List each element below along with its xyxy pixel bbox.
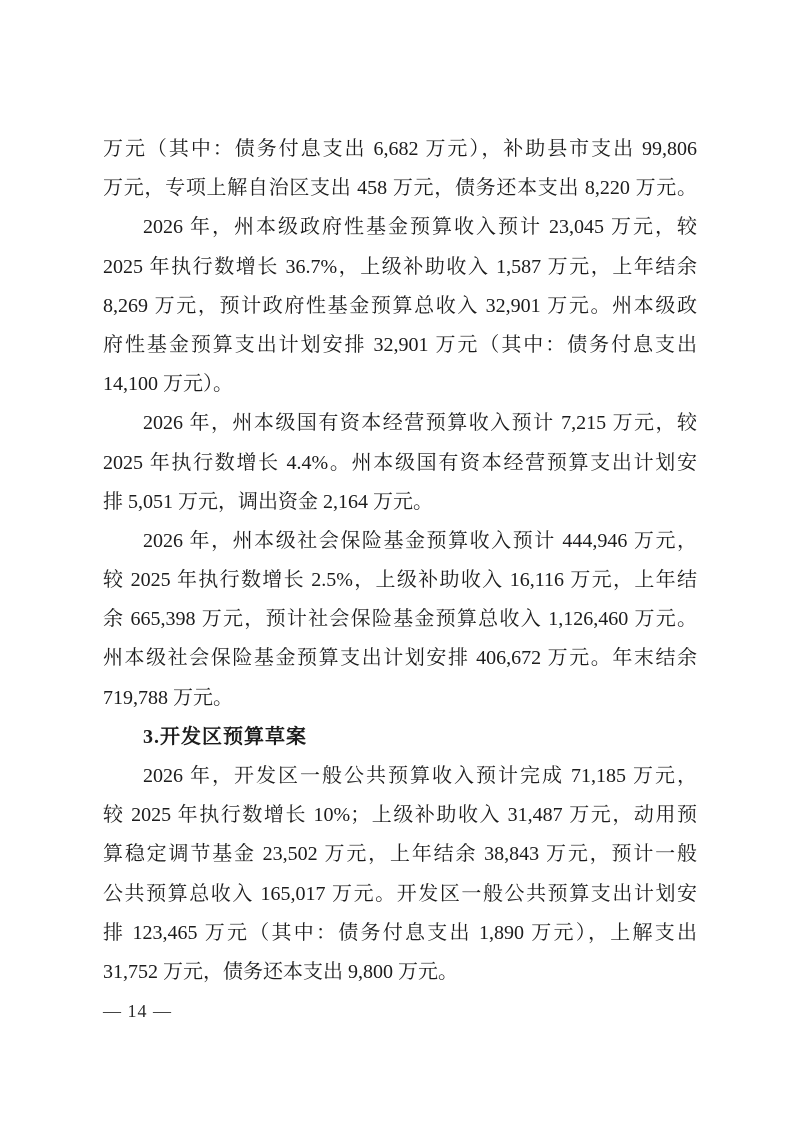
text-line: 8,269 万元，预计政府性基金预算总收入 32,901 万元。州本级政 xyxy=(103,294,697,317)
text-line: 排 123,465 万元（其中：债务付息支出 1,890 万元），上解支出 xyxy=(103,921,697,944)
text-line: 排 5,051 万元，调出资金 2,164 万元。 xyxy=(103,490,433,513)
document-body xyxy=(103,130,697,992)
text-line: 公共预算总收入 165,017 万元。开发区一般公共预算支出计划安 xyxy=(103,882,697,905)
text-line: 较 2025 年执行数增长 10%；上级补助收入 31,487 万元，动用预 xyxy=(103,804,697,827)
text-line: 2025 年执行数增长 36.7%，上级补助收入 1,587 万元，上年结余 xyxy=(103,255,697,278)
page-footer xyxy=(103,998,172,1024)
text-line: 2025 年执行数增长 4.4%。州本级国有资本经营预算支出计划安 xyxy=(103,451,697,474)
text-line: 府性基金预算支出计划安排 32,901 万元（其中：债务付息支出 xyxy=(103,333,697,356)
text-line: 较 2025 年执行数增长 2.5%，上级补助收入 16,116 万元，上年结 xyxy=(103,569,697,592)
text-line: 2026 年，开发区一般公共预算收入预计完成 71,185 万元， xyxy=(143,765,697,787)
page-number: — 14 — xyxy=(103,1001,172,1021)
text-line: 万元（其中：债务付息支出 6,682 万元），补助县市支出 99,806 xyxy=(103,138,697,160)
text-line: 万元，专项上解自治区支出 458 万元，债务还本支出 8,220 万元。 xyxy=(103,177,697,200)
text-line: 2026 年，州本级社会保险基金预算收入预计 444,946 万元， xyxy=(143,529,697,552)
text-line: 算稳定调节基金 23,502 万元，上年结余 38,843 万元，预计一般 xyxy=(103,843,697,866)
text-line: 2026 年，州本级国有资本经营预算收入预计 7,215 万元，较 xyxy=(143,412,697,435)
section-heading: 3.开发区预算草案 xyxy=(143,725,307,748)
text-line: 31,752 万元，债务还本支出 9,800 万元。 xyxy=(103,960,458,983)
text-line: 2026 年，州本级政府性基金预算收入预计 23,045 万元，较 xyxy=(143,216,697,239)
text-line: 719,788 万元。 xyxy=(103,686,233,709)
text-line: 州本级社会保险基金预算支出计划安排 406,672 万元。年末结余 xyxy=(103,647,697,670)
text-line: 14,100 万元）。 xyxy=(103,373,233,396)
text-line: 余 665,398 万元，预计社会保险基金预算总收入 1,126,460 万元。 xyxy=(103,608,697,631)
